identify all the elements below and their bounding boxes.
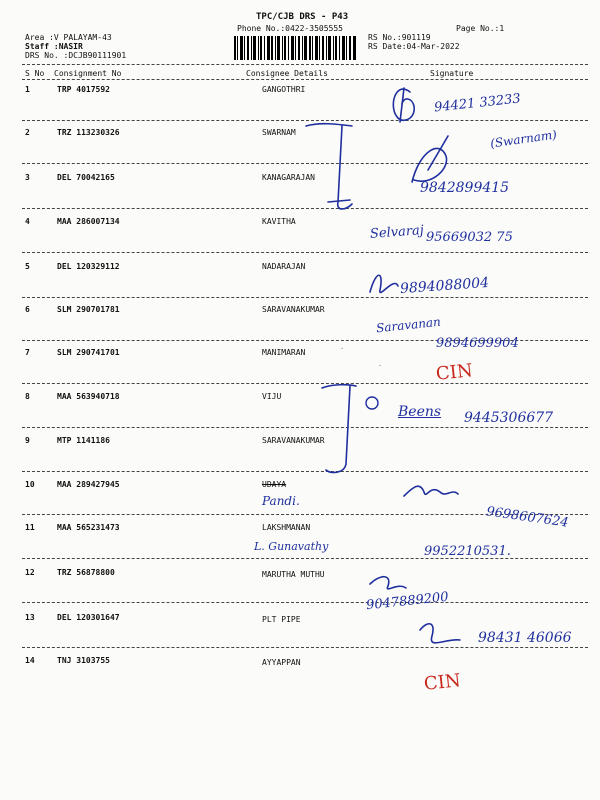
row-sno: 1 xyxy=(25,85,30,94)
handwritten-name: Beens xyxy=(398,404,442,420)
handwritten-name: Saravanan xyxy=(375,314,442,336)
handwritten-cin-mark: CIN xyxy=(423,670,462,695)
row-sno: 14 xyxy=(25,656,35,665)
signature-stroke xyxy=(366,397,378,409)
handwritten-phone: 9894088004 xyxy=(399,274,490,298)
row-consignment: MTP 1141186 xyxy=(57,436,110,445)
row-consignee: LAKSHMANAN xyxy=(262,523,311,532)
row-sno: 10 xyxy=(25,480,35,489)
signature-stroke xyxy=(404,486,458,496)
row-consignment: TNJ 3103755 xyxy=(57,656,110,665)
row-sno: 7 xyxy=(25,348,30,357)
signature-stroke xyxy=(400,88,404,122)
page-number: Page No.:1 xyxy=(456,24,505,33)
row-sno: 8 xyxy=(25,392,30,401)
row-consignee: SARAVANAKUMAR xyxy=(262,305,325,314)
row-sno: 13 xyxy=(25,613,35,622)
row-consignment: TRZ 113230326 xyxy=(57,128,120,137)
handwritten-name: Pandi. xyxy=(262,494,300,508)
handwritten-phone: 9842899415 xyxy=(420,180,510,196)
row-consignee: SARAVANAKUMAR xyxy=(262,436,325,445)
row-sno: 2 xyxy=(25,128,30,137)
row-consignee: KANAGARAJAN xyxy=(262,173,315,182)
phone-number: Phone No.:0422-3505555 xyxy=(237,24,343,33)
row-consignee: NADARAJAN xyxy=(262,262,306,271)
handwritten-name: Selvaraj xyxy=(369,223,425,242)
area-label: Area :V PALAYAM-43 xyxy=(25,33,112,42)
signature-stroke xyxy=(370,577,406,589)
row-consignment: MAA 286007134 xyxy=(57,217,120,226)
handwritten-name: L. Gunavathy xyxy=(254,540,329,553)
signature-stroke xyxy=(306,124,352,126)
signature-stroke xyxy=(322,385,356,388)
row-sno: 4 xyxy=(25,217,30,226)
row-consignee: GANGOTHRI xyxy=(262,85,306,94)
handwritten-phone: 95669032 75 xyxy=(426,230,513,245)
row-sno: 11 xyxy=(25,523,35,532)
handwritten-name: (Swarnam) xyxy=(489,127,558,151)
col-consignee: Consignee Details xyxy=(246,69,328,78)
row-consignment: DEL 70042165 xyxy=(57,173,115,182)
row-consignment: SLM 290701781 xyxy=(57,305,120,314)
handwritten-phone: 94421 33233 xyxy=(433,91,522,116)
scan-mark: · xyxy=(378,362,383,370)
row-consignment: TRZ 56878800 xyxy=(57,568,115,577)
signature-stroke xyxy=(328,200,350,202)
row-consignee: SWARNAM xyxy=(262,128,296,137)
col-sno: S No xyxy=(25,69,45,78)
signature-stroke xyxy=(420,624,460,643)
rs-date: RS Date:04-Mar-2022 xyxy=(368,42,460,51)
handwritten-phone: 9894699904 xyxy=(436,336,519,351)
rs-number: RS No.:901119 xyxy=(368,33,431,42)
row-sno: 9 xyxy=(25,436,30,445)
row-consignment: DEL 120329112 xyxy=(57,262,120,271)
row-sno: 12 xyxy=(25,568,35,577)
handwritten-phone: 9445306677 xyxy=(464,410,554,426)
row-consignment: MAA 563940718 xyxy=(57,392,120,401)
row-consignee: MANIMARAN xyxy=(262,348,306,357)
handwritten-cin-mark: CIN xyxy=(435,360,474,385)
col-consignment: Consignment No xyxy=(54,69,122,78)
row-consignment: MAA 565231473 xyxy=(57,523,120,532)
handwritten-phone: 9698607624 xyxy=(485,504,570,531)
handwritten-phone: 9952210531. xyxy=(424,544,511,559)
row-sno: 6 xyxy=(25,305,30,314)
row-consignee: AYYAPPAN xyxy=(262,658,301,667)
signature-stroke xyxy=(412,148,447,182)
row-consignee: VIJU xyxy=(262,392,282,401)
row-sno: 5 xyxy=(25,262,30,271)
row-consignment: SLM 290741701 xyxy=(57,348,120,357)
row-consignment: MAA 289427945 xyxy=(57,480,120,489)
signature-stroke xyxy=(326,386,350,472)
row-consignee: MARUTHA MUTHU xyxy=(262,570,325,579)
row-consignment: TRP 4017592 xyxy=(57,85,110,94)
drs-number: DRS No. :DCJB90111901 xyxy=(25,51,127,60)
handwritten-phone: 98431 46066 xyxy=(478,630,572,646)
staff-label: Staff :NASIR xyxy=(25,42,83,51)
scan-mark: · xyxy=(340,345,345,353)
row-consignment: DEL 120301647 xyxy=(57,613,120,622)
row-consignee: KAVITHA xyxy=(262,217,296,226)
row-consignee: PLT PIPE xyxy=(262,615,301,624)
handwritten-phone: 9047889200 xyxy=(365,589,450,614)
row-sno: 3 xyxy=(25,173,30,182)
sheet-title: TPC/CJB DRS - P43 xyxy=(256,12,349,22)
row-consignee: UDAYA xyxy=(262,480,287,489)
signature-stroke xyxy=(338,126,352,209)
signature-stroke xyxy=(370,275,398,292)
col-signature: Signature xyxy=(430,69,474,78)
